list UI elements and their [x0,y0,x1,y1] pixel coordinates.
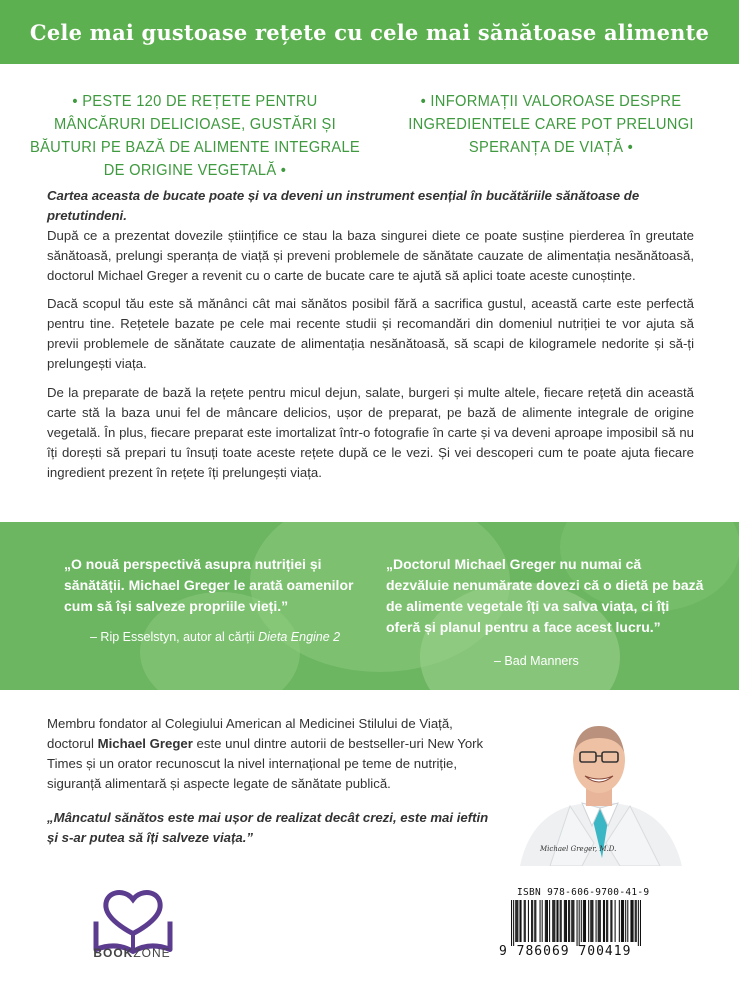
barcode-bar [581,900,582,942]
barcode-bar [535,900,536,942]
barcode-bar [519,900,520,942]
barcode-bar [615,900,616,942]
barcode-bar [585,900,586,942]
barcode-bar [528,900,529,942]
barcode-bar [540,900,541,942]
isbn-label: ISBN 978-606-9700-41-9 [517,887,650,898]
cover-title: Cele mai gustoase rețete cu cele mai sănătoase alimente [29,19,710,45]
barcode-bar [572,900,573,942]
barcode-bar [521,900,522,942]
barcode-bar [606,900,607,942]
intro-paragraph: Cartea aceasta de bucate poate și va deveni un instrument esențial în bucătăriile sănătoase de pretutindeni. [47,188,640,223]
barcode-bar [549,900,550,942]
barcode-bar [517,900,518,942]
barcode-bar [545,900,546,942]
body-paragraph-1: După ce a prezentat dovezile științifice ce stau la baza singurei diete ce poate susține pierderea în greutate sănătoasă, prelungi speranța de viață și preveni problemele de sănătate cauzate de alimentația nesănătoasă, doctorul Michael Greger a revenit cu o carte de bucate care te ajută să aplici toate aceste cunoștințe. [47,228,694,283]
barcode-bar [564,900,565,942]
attribution-esselstyn [90,628,370,646]
barcode-bar [531,900,532,942]
attribution-esselstyn-prefix: – Rip Esselstyn, autor al cărții [90,630,259,644]
barcode-bar [511,900,512,946]
barcode-bar [640,900,641,946]
barcode-bar [515,900,516,942]
barcode-bar [611,900,612,942]
author-photo [510,708,690,866]
barcode-bar [579,900,580,946]
barcode [511,900,641,946]
testimonial-esselstyn: „O nouă perspectivă asupra nutriției și sănătății. Michael Greger le arată oamenilor cum să își salveze propriile vieți.” [64,556,354,614]
barcode-bar [588,900,589,942]
bio-end: este unul dintre autorii de bestseller-uri New York Times și un orator recunoscut la nivel internațional pe teme de nutriție, siguranță alimentară și aspecte legate de sănătate publică. [47,736,484,791]
bullet-ingredients: • INFORMAȚII VALOROASE DESPRE INGREDIENTELE CARE POT PRELUNGI SPERANȚA DE VIAȚĂ • [408,93,694,156]
barcode-bar [627,900,628,942]
barcode-bar [547,900,548,942]
barcode-bar [558,900,559,942]
bio-start: Membru fondator al Colegiului American al Medicinei Stilului de Viață, doctorul [47,716,453,751]
header-band [0,0,739,64]
publisher-name-bold: BOOK [93,946,134,960]
barcode-bar [534,900,535,942]
barcode-bar [625,900,626,942]
barcode-bar [600,900,601,942]
barcode-bar [553,900,554,942]
attribution-bad-manners: – Bad Manners [494,654,579,668]
barcode-bar [568,900,569,942]
barcode-bar [636,900,637,942]
barcode-bar [621,900,622,942]
barcode-bar [560,900,561,942]
barcode-bar [599,900,600,942]
bullet-recipes: • PESTE 120 DE REȚETE PENTRU MÂNCĂRURI DELICIOASE, GUSTĂRI ȘI BĂUTURI PE BAZĂ DE ALIMENTE INTEGRALE DE ORIGINE VEGETALĂ • [29,93,361,179]
barcode-bar [554,900,555,942]
body-paragraph-3: De la preparate de bază la rețete pentru micul dejun, salate, burgeri și multe altele, fiecare rețetă din această carte stă la baza unui fel de mâncare delicios, ușor de preparat, pe bază de alimente integrale de origine vegetală. În plus, fiecare preparat este imortalizat într-o fotografie în carte și va deveni aproape imposibil să nu îți dorești să prepari tu însuți toate aceste rețete după ce le vezi. Și vei descoperi cum te poate ajuta fiecare ingredient prezent în rețete îți prelungești viața. [47,385,694,480]
publisher-name-rest: ZONE [133,946,171,960]
barcode-bar [577,900,578,946]
barcode-bar [513,900,514,946]
barcode-bar [591,900,592,942]
barcode-bar [546,900,547,942]
barcode-bar [532,900,533,942]
barcode-bar [610,900,611,942]
barcode-bar [556,900,557,942]
book-title: Dieta Engine 2 [258,630,341,644]
barcode-bar [596,900,597,942]
barcode-bar [566,900,567,942]
barcode-digits: 9 786069 700419 [499,944,632,959]
barcode-bar [584,900,585,942]
barcode-bar [598,900,599,942]
barcode-bar [583,900,584,942]
barcode-bar [571,900,572,942]
author-quote: „Mâncatul sănătos este mai ușor de realizat decât crezi, este mai ieftin și s-ar putea să îți salveze viața.” [47,810,489,845]
barcode-bar [630,900,631,942]
barcode-bar [516,900,517,942]
barcode-bar [573,900,574,942]
barcode-bar [561,900,562,942]
svg-text:Michael Greger, M.D.: Michael Greger, M.D. [540,845,617,853]
barcode-bar [623,900,624,942]
barcode-bar [565,900,566,942]
barcode-bar [603,900,604,942]
barcode-bar [631,900,632,942]
barcode-bar [592,900,593,942]
barcode-bar [633,900,634,942]
barcode-bar [622,900,623,942]
publisher-name [82,946,182,960]
barcode-bar [604,900,605,942]
barcode-bar [590,900,591,942]
barcode-bar [542,900,543,942]
author-name: Michael Greger [97,736,193,751]
barcode-bar [552,900,553,942]
barcode-bar [525,900,526,942]
testimonial-bad-manners: „Doctorul Michael Greger nu numai că dezvăluie nenumărate dovezi că o dietă pe bază de alimente vegetale îți va salva viața, ci îți oferă și planul pentru a face acest lucru.” [386,556,704,635]
body-paragraph-2: Dacă scopul tău este să mănânci cât mai sănătos posibil fără a sacrifica gustul, această carte este perfectă pentru tine. Rețetele bazate pe cele mai recente studii și recomandări din domeniul nutriției te vor ajuta să previi problemele de sănătate cauzate de alimentația nesănătoasă, să scapi de kilogramele nedorite și să-ți prelungești viața. [47,296,694,371]
author-bio [47,714,492,794]
barcode-bar [635,900,636,942]
barcode-bar [569,900,570,942]
barcode-bar [524,900,525,942]
barcode-bar [619,900,620,942]
barcode-bar [607,900,608,942]
barcode-bar [638,900,639,946]
